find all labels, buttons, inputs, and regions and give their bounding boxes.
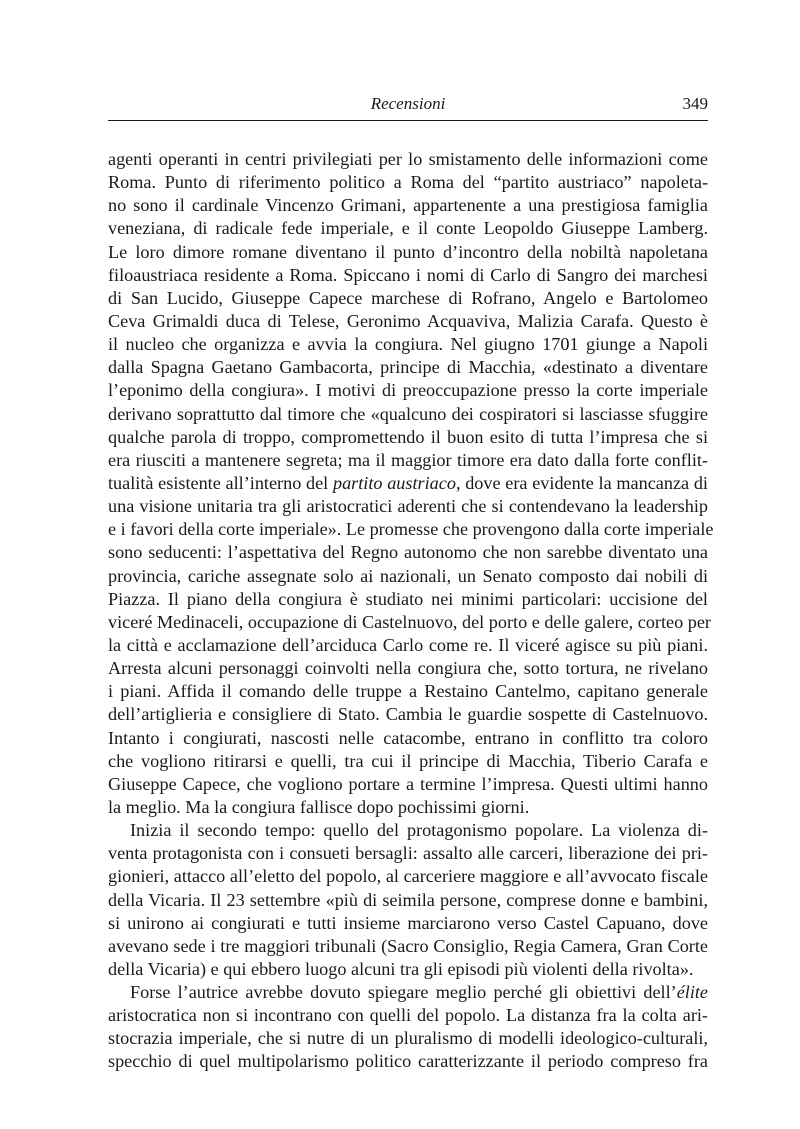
paragraph: [108, 148, 714, 819]
text-line: dell’artiglieria e consigliere di Stato. Cambia le guardie sospette di Castelnuovo.: [108, 704, 708, 725]
text-line: [108, 472, 708, 495]
italic-term: partito austriaco: [332, 472, 456, 493]
text-line: [108, 981, 708, 1004]
text-span: Forse l’autrice avrebbe dovuto spiegare meglio perché gli obiettivi dell’: [130, 982, 677, 1003]
text-line: venta protagonista con i consueti bersagli: assalto alle carceri, liberazione dei pri-: [108, 843, 708, 864]
text-span: , dove era evidente la mancanza di: [455, 472, 708, 493]
text-line: della Vicaria. Il 23 settembre «più di seimila persone, comprese donne e bambini,: [108, 889, 708, 910]
body-text: [108, 148, 714, 1074]
text-line: Piazza. Il piano della congiura è studiato nei minimi particolari: uccisione del: [108, 588, 708, 609]
text-line: che vogliono ritirarsi e quelli, tra cui il principe di Macchia, Tiberio Carafa e: [108, 750, 708, 771]
text-span: tualità esistente all’interno del: [108, 472, 333, 493]
text-line: si unirono ai congiurati e tutti insieme marciarono verso Castel Capuano, dove: [108, 912, 708, 933]
text-line: Le loro dimore romane diventano il punto d’incontro della nobiltà napoletana: [108, 241, 708, 262]
text-line: no sono il cardinale Vincenzo Grimani, appartenente a una prestigiosa famiglia: [108, 195, 708, 216]
text-line: avevano sede i tre maggiori tribunali (Sacro Consiglio, Regia Camera, Gran Corte: [108, 935, 708, 956]
italic-term: élite: [676, 982, 708, 1003]
text-line: Intanto i congiurati, nascosti nelle catacombe, entrano in conflitto tra coloro: [108, 727, 708, 748]
text-line: viceré Medinaceli, occupazione di Castelnuovo, del porto e delle galere, corteo per: [108, 611, 711, 632]
running-header-title: Recensioni: [370, 94, 446, 113]
text-line: agenti operanti in centri privilegiati per lo smistamento delle informazioni come: [108, 149, 708, 169]
text-line: l’eponimo della congiura». I motivi di preoccupazione presso la corte imperiale: [108, 380, 708, 401]
text-line: una visione unitaria tra gli aristocratici aderenti che si contendevano la leadership: [108, 496, 708, 517]
running-header: [108, 92, 708, 121]
text-line: e i favori della corte imperiale». Le promesse che provengono dalla corte imperiale: [108, 519, 714, 540]
paragraph: [108, 981, 708, 1074]
text-line: i piani. Affida il comando delle truppe a Restaino Cantelmo, capitano generale: [108, 681, 708, 702]
text-line: dalla Spagna Gaetano Gambacorta, principe di Macchia, «destinato a diventare: [108, 357, 708, 378]
text-line: filoaustriaca residente a Roma. Spiccano i nomi di Carlo di Sangro dei marchesi: [108, 264, 708, 285]
text-line: specchio di quel multipolarismo politico caratterizzante il periodo compreso fra: [108, 1051, 708, 1072]
text-line: Giuseppe Capece, che vogliono portare a termine l’impresa. Questi ultimi hanno: [108, 773, 708, 794]
text-line: qualche parola di troppo, compromettendo il buon esito di tutta l’impresa che si: [108, 426, 708, 447]
text-line: Arresta alcuni personaggi coinvolti nella congiura che, sotto tortura, ne rivelano: [108, 658, 708, 679]
text-line: veneziana, di radicale fede imperiale, e il conte Leopoldo Giuseppe Lamberg.: [108, 218, 708, 239]
text-line: della Vicaria) e qui ebbero luogo alcuni tra gli episodi più violenti della rivolta».: [108, 958, 694, 979]
text-line: il nucleo che organizza e avvia la congiura. Nel giugno 1701 giunge a Napoli: [108, 334, 708, 355]
text-line: provincia, cariche assegnate solo ai nazionali, un Senato composto dai nobili di: [108, 565, 708, 586]
text-line: Inizia il secondo tempo: quello del protagonismo popolare. La violenza di-: [130, 820, 708, 841]
text-line: stocrazia imperiale, che si nutre di un pluralismo di modelli ideologico-culturali,: [108, 1028, 708, 1049]
paragraph: [108, 819, 708, 981]
text-line: aristocratica non si incontrano con quelli del popolo. La distanza fra la colta ari-: [108, 1005, 708, 1026]
page-number: 349: [682, 94, 708, 113]
text-line: gionieri, attacco all’eletto del popolo, al carceriere maggiore e all’avvocato fiscale: [108, 866, 708, 887]
text-line: derivano soprattutto dal timore che «qualcuno dei cospiratori si lasciasse sfuggire: [108, 403, 708, 424]
text-line: sono seducenti: l’aspettativa del Regno autonomo che non sarebbe diventato una: [108, 542, 708, 563]
text-line: la città e acclamazione dell’arciduca Carlo come re. Il viceré agisce su più piani.: [108, 634, 708, 655]
text-line: Ceva Grimaldi duca di Telese, Geronimo Acquaviva, Malizia Carafa. Questo è: [108, 310, 708, 331]
text-line: la meglio. Ma la congiura fallisce dopo pochissimi giorni.: [108, 796, 530, 817]
text-line: di San Lucido, Giuseppe Capece marchese di Rofrano, Angelo e Bartolomeo: [108, 287, 708, 308]
text-line: Roma. Punto di riferimento politico a Roma del “partito austriaco” napoleta-: [108, 172, 708, 193]
text-line: era riusciti a mantenere segreta; ma il maggior timore era dato dalla forte conflit-: [108, 449, 708, 470]
